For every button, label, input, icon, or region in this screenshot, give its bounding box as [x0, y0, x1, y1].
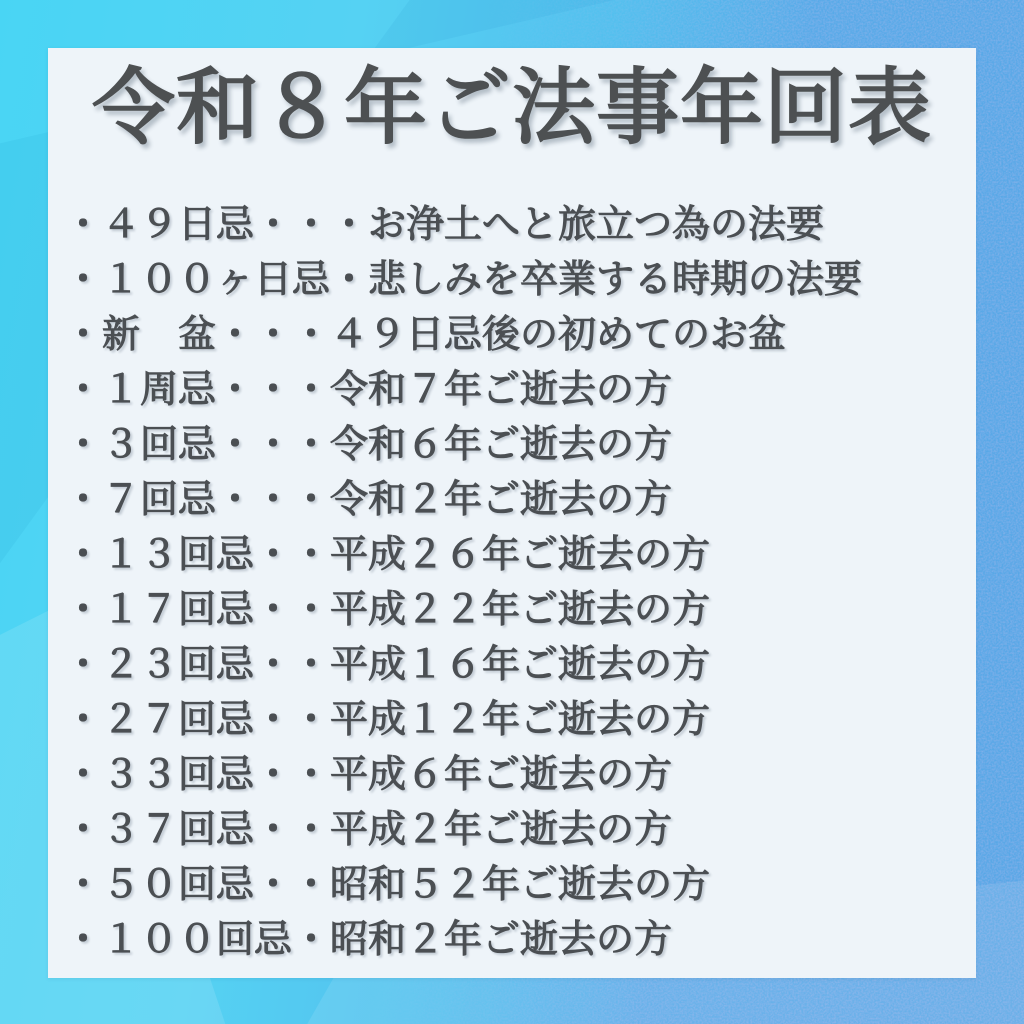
content-panel	[48, 48, 976, 978]
list-item-1shuki: ・１周忌・・・令和７年ご逝去の方	[64, 369, 673, 411]
list-item-17kaiki: ・１７回忌・・平成２２年ご逝去の方	[64, 589, 711, 631]
list-item-100kanichi: ・１００ヶ日忌・悲しみを卒業する時期の法要	[64, 259, 863, 301]
list-item-3kaiki: ・３回忌・・・令和６年ご逝去の方	[64, 424, 673, 466]
list-item-50kaiki: ・５０回忌・・昭和５２年ご逝去の方	[64, 864, 711, 906]
list-item-27kaiki: ・２７回忌・・平成１２年ご逝去の方	[64, 699, 711, 741]
list-item-13kaiki: ・１３回忌・・平成２６年ご逝去の方	[64, 534, 711, 576]
memorial-service-list	[64, 198, 968, 968]
list-item-100kaiki: ・１００回忌・昭和２年ご逝去の方	[64, 919, 673, 961]
list-item-33kaiki: ・３３回忌・・平成６年ご逝去の方	[64, 754, 673, 796]
list-item-23kaiki: ・２３回忌・・平成１６年ご逝去の方	[64, 644, 711, 686]
list-item-37kaiki: ・３７回忌・・平成２年ご逝去の方	[64, 809, 673, 851]
page-title: 令和８年ご法事年回表	[92, 61, 932, 154]
list-item-49nichi: ・４９日忌・・・お浄土へと旅立つ為の法要	[64, 204, 825, 246]
list-item-niibon: ・新 盆・・・４９日忌後の初めてのお盆	[64, 314, 787, 356]
list-item-7kaiki: ・７回忌・・・令和２年ご逝去の方	[64, 479, 673, 521]
